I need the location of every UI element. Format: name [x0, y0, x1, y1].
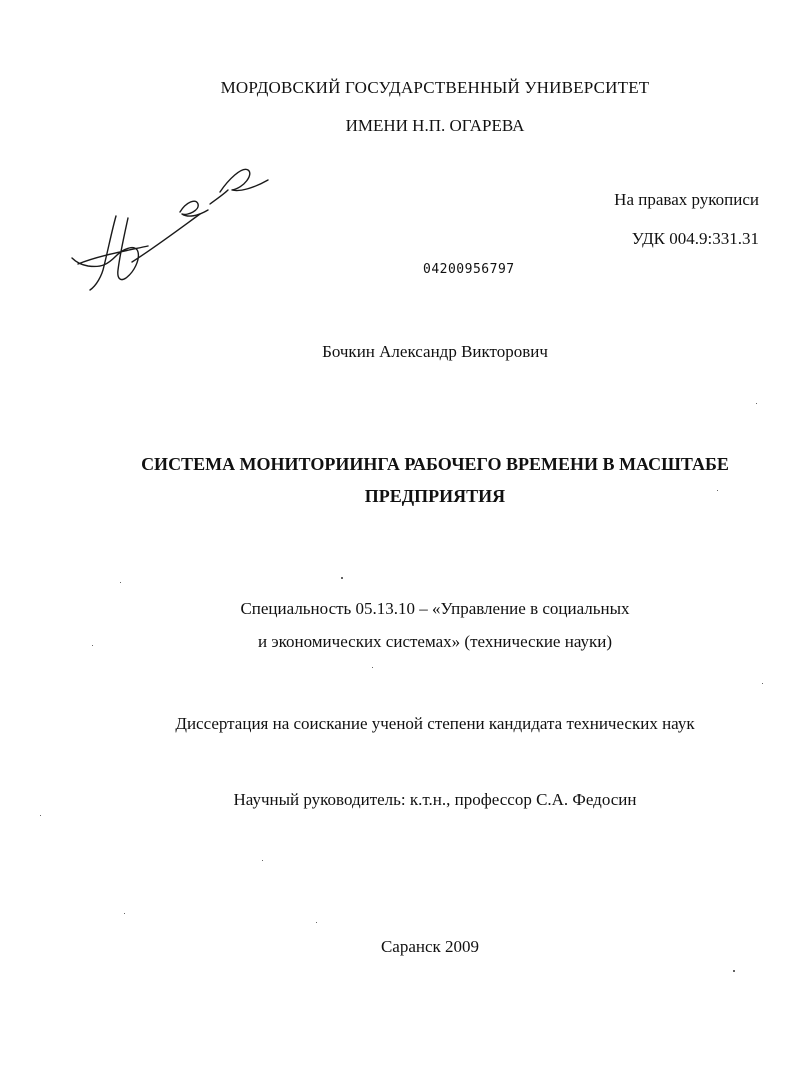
- scan-speck: [762, 683, 763, 684]
- scan-speck: [756, 403, 757, 404]
- dissertation-title-line2: ПРЕДПРИЯТИЯ: [364, 486, 506, 506]
- dissertation-title: СИСТЕМА МОНИТОРИИНГА РАБОЧЕГО ВРЕМЕНИ В МАСШТАБЕ: [141, 454, 729, 474]
- scan-speck: [341, 577, 343, 579]
- scan-speck: [120, 582, 121, 583]
- registration-number: 04200956797: [423, 262, 515, 277]
- degree-statement: Диссертация на соискание ученой степени кандидата технических наук: [175, 714, 695, 733]
- specialty-line: Специальность 05.13.10 – «Управление в социальных: [240, 599, 630, 618]
- signature-icon: [68, 158, 278, 298]
- scan-speck: [717, 490, 718, 491]
- udk-code: УДК 004.9:331.31: [631, 229, 759, 248]
- scan-speck: [262, 860, 263, 861]
- scan-speck: [733, 970, 735, 972]
- university-name: МОРДОВСКИЙ ГОСУДАРСТВЕННЫЙ УНИВЕРСИТЕТ: [220, 78, 650, 97]
- scientific-advisor: Научный руководитель: к.т.н., профессор С.А. Федосин: [233, 790, 637, 809]
- scan-speck: [92, 645, 93, 646]
- scan-speck: [372, 667, 373, 668]
- scan-speck: [124, 913, 125, 914]
- city-year: Саранск 2009: [380, 937, 480, 956]
- author-name: Бочкин Александр Викторович: [322, 342, 548, 361]
- specialty-line2: и экономических системах» (технические науки): [257, 632, 613, 651]
- university-name-line2: ИМЕНИ Н.П. ОГАРЕВА: [345, 116, 525, 135]
- scan-speck: [40, 815, 41, 816]
- manuscript-rights-note: На правах рукописи: [614, 190, 759, 209]
- scan-speck: [316, 922, 317, 923]
